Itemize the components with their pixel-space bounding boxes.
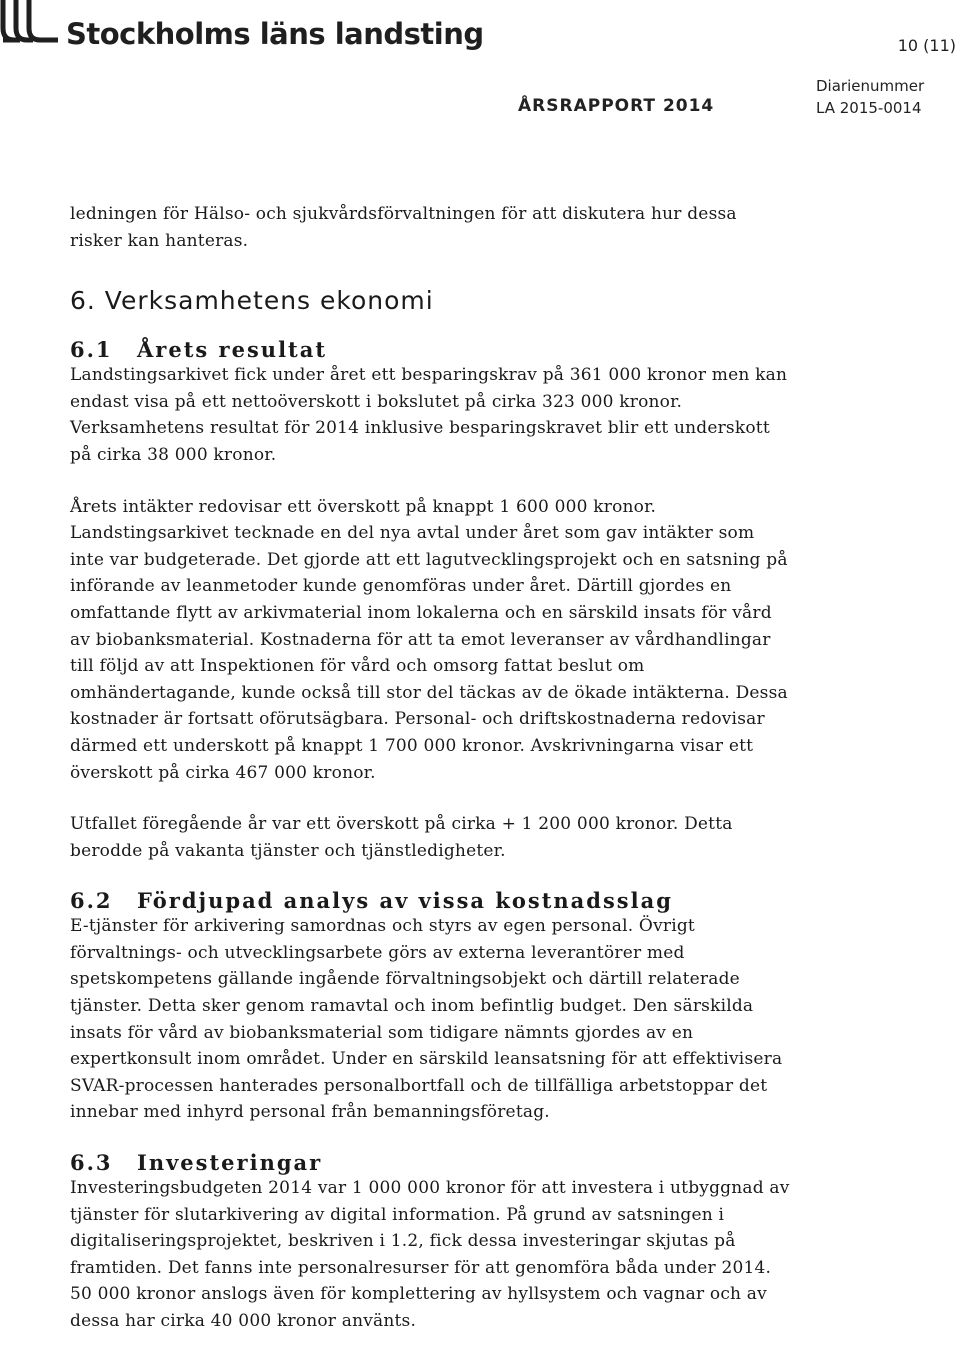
- section-6-2-heading: [70, 888, 790, 913]
- report-title: ÅRSRAPPORT 2014: [518, 96, 715, 116]
- logo-text: Stockholms läns landsting: [66, 17, 484, 51]
- section-title: Investeringar: [137, 1150, 323, 1176]
- section-6-3-heading: [70, 1150, 790, 1175]
- paragraph: Landstingsarkivet fick under året ett besparingskrav på 361 000 kronor men kan endast visa på ett nettoöverskott i bokslutet på cirka 323 000 kronor. Verksamhetens resultat för 2014 inklusive besparingskravet blir ett underskott på cirka 38 000 kronor.: [70, 365, 788, 465]
- document-body: [70, 201, 790, 1335]
- page-number: 10 (11): [897, 36, 956, 55]
- section-number: 6.2: [70, 888, 113, 914]
- section-6-1-heading: [70, 337, 790, 362]
- paragraph: E-tjänster för arkivering samordnas och styrs av egen personal. Övrigt förvaltnings- och utvecklingsarbete görs av externa leverantörer med spetskompetens gällande ingående förvaltningsobjekt och därtill relaterade tjänster. Detta sker genom ramavtal och inom befintlig budget. Den särskilda insats för vård av biobanksmaterial som tidigare nämnts gjordes av en expertkonsult inom området. Under en särskild leansatsning för att effektivisera SVAR-processen hanterades personalbortfall och de tillfälliga arbetstoppar det innebar med inhyrd personal från bemanningsföretag.: [70, 916, 783, 1123]
- section-number: 6.1: [70, 337, 113, 363]
- section-6-heading: 6. Verksamhetens ekonomi: [70, 286, 434, 316]
- section-title: Fördjupad analys av vissa kostnadsslag: [137, 888, 673, 914]
- diary-block: [816, 75, 924, 119]
- section-number: 6.3: [70, 1150, 113, 1176]
- paragraph: Årets intäkter redovisar ett överskott på knappt 1 600 000 kronor. Landstingsarkivet tecknade en del nya avtal under året som gav intäkter som inte var budgeterade. Det gjorde att ett lagutvecklingsprojekt och en satsning på införande av leanmetoder kunde genomföras under året. Därtill gjordes en omfattande flytt av arkivmaterial inom lokalerna och en särskild insats för vård av biobanksmaterial. Kostnaderna för att ta emot leveranser av vårdhandlingar till följd av att Inspektionen för vård och omsorg fattat beslut om omhändertagande, kunde också till stor del täckas av de ökade intäkterna. Dessa kostnader är fortsatt oförutsägbara. Personal- och driftskostnaderna redovisar därmed ett underskott på knappt 1 700 000 kronor. Avskrivningarna visar ett överskott på cirka 467 000 kronor.: [70, 496, 788, 783]
- paragraph: Investeringsbudgeten 2014 var 1 000 000 kronor för att investera i utbyggnad av tjänster för slutarkivering av digital information. På grund av satsningen i digitaliseringsprojektet, beskriven i 1.2, fick dessa investeringar skjutas på framtiden. Det fanns inte personalresurser för att genomföra båda under 2014. 50 000 kronor anslogs även för komplettering av hyllsystem och vagnar och av dessa har cirka 40 000 kronor använts.: [70, 1178, 790, 1331]
- sll-logo-icon: [0, 0, 62, 50]
- diary-label: Diarienummer: [816, 77, 925, 95]
- paragraph: Utfallet föregående år var ett överskott på cirka + 1 200 000 kronor. Detta berodde på vakanta tjänster och tjänstledigheter.: [70, 814, 733, 861]
- intro-paragraph: ledningen för Hälso- och sjukvårdsförvaltningen för att diskutera hur dessa risker kan hanteras.: [70, 204, 737, 251]
- section-title: Årets resultat: [137, 337, 328, 363]
- diary-number: LA 2015-0014: [816, 99, 922, 117]
